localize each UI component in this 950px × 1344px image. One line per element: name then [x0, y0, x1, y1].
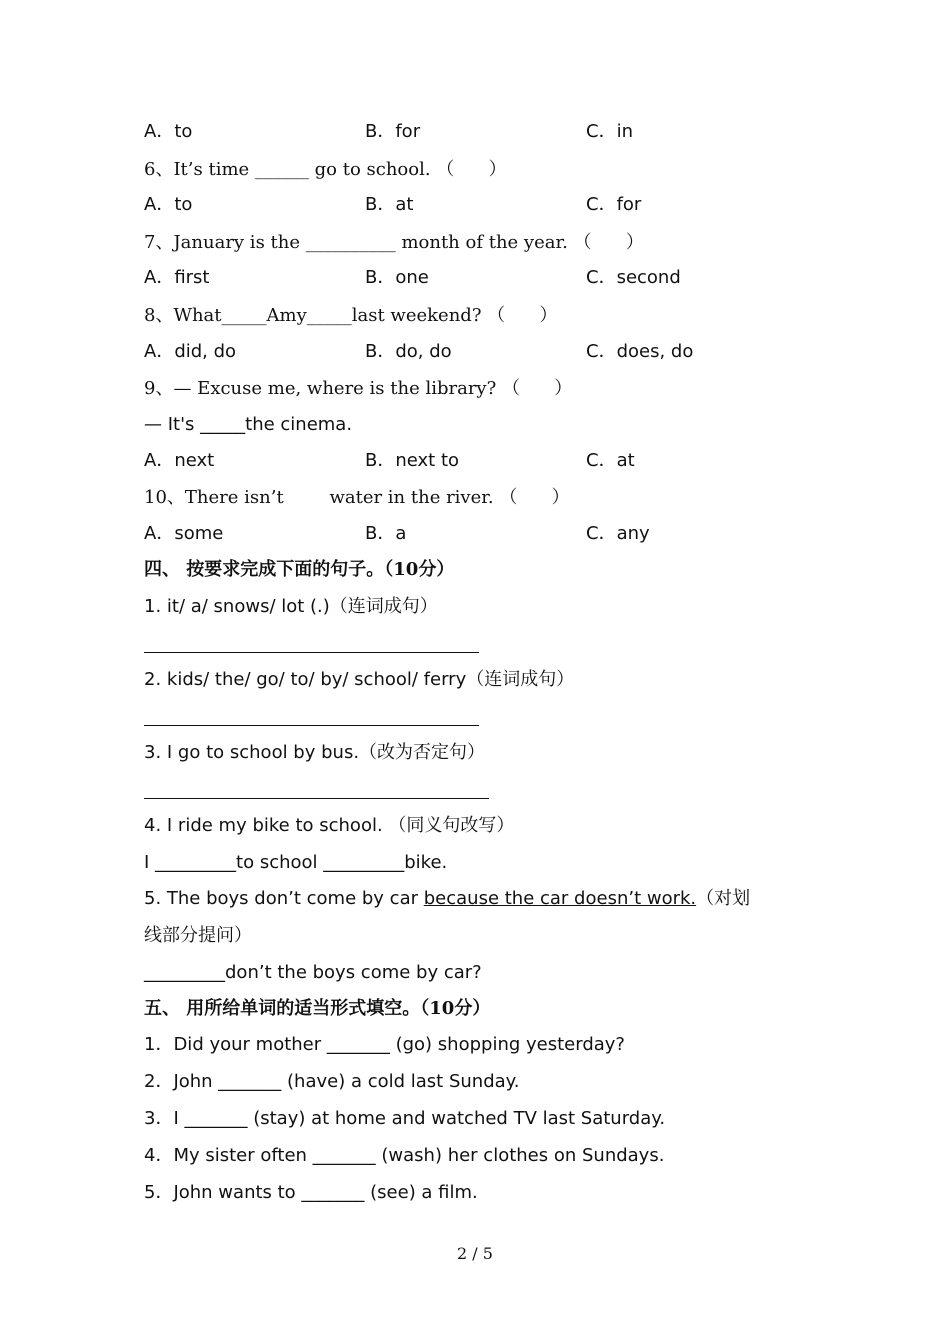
q10-option-b: B．a — [365, 523, 407, 544]
question-6: 6、It’s time ______ go to school. （ ） — [144, 159, 507, 180]
s5-item-5: 5．John wants to _______ (see) a film. — [144, 1182, 478, 1203]
q9-option-c: C．at — [586, 450, 635, 471]
q8-option-a: A．did, do — [144, 341, 237, 362]
q7-option-a: A．first — [144, 267, 210, 288]
section-4-heading: 四、 按要求完成下面的句子。（10分） — [144, 559, 455, 580]
s4-item-2-answer-line — [144, 725, 479, 726]
s5-item-1: 1．Did your mother _______ (go) shopping yesterday? — [144, 1034, 625, 1055]
s5-item-3: 3．I _______ (stay) at home and watched TV last Saturday. — [144, 1108, 666, 1129]
q9-option-a: A．next — [144, 450, 215, 471]
s4-item-5-continued: 线部分提问） — [144, 925, 252, 946]
q5-option-b: B．for — [365, 121, 421, 142]
question-7: 7、January is the __________ month of the year. （ ） — [144, 232, 644, 253]
s4-item-3: 3. I go to school by bus.（改为否定句） — [144, 742, 486, 763]
s4-item-5-answer: _________don’t the boys come by car? — [144, 962, 482, 983]
s4-item-5 — [144, 888, 750, 910]
s4-item-4: 4. I ride my bike to school. （同义句改写） — [144, 815, 515, 836]
q6-option-c: C．for — [586, 194, 642, 215]
question-9-reply: — It's _____the cinema. — [144, 414, 353, 435]
s4-item-5-prefix: 5. The boys don’t come by car — [144, 888, 424, 909]
s4-item-3-answer-line — [144, 798, 489, 799]
s4-item-4-answer: I _________to school _________bike. — [144, 852, 448, 873]
s5-item-2: 2．John _______ (have) a cold last Sunday. — [144, 1071, 520, 1092]
s4-item-5-underlined: because the car doesn’t work. — [423, 888, 697, 909]
q8-option-c: C．does, do — [586, 341, 694, 362]
q5-option-c: C．in — [586, 121, 633, 142]
question-8: 8、What_____Amy_____last weekend? （ ） — [144, 305, 558, 326]
q5-option-a: A．to — [144, 121, 193, 142]
q9-option-b: B．next to — [365, 450, 460, 471]
s4-item-5-suffix: （对划 — [696, 888, 751, 909]
q10-option-a: A．some — [144, 523, 224, 544]
s4-item-2: 2. kids/ the/ go/ to/ by/ school/ ferry（连词成句） — [144, 669, 575, 690]
question-10: 10、There isn’t water in the river. （ ） — [144, 487, 570, 508]
q6-option-a: A．to — [144, 194, 193, 215]
q6-option-b: B．at — [365, 194, 414, 215]
section-5-heading: 五、 用所给单词的适当形式填空。（10分） — [144, 998, 491, 1019]
q7-option-c: C．second — [586, 267, 681, 288]
s4-item-1-answer-line — [144, 652, 479, 653]
page-number: 2 / 5 — [457, 1244, 493, 1263]
q8-option-b: B．do, do — [365, 341, 452, 362]
q7-option-b: B．one — [365, 267, 429, 288]
s4-item-1: 1. it/ a/ snows/ lot (.)（连词成句） — [144, 596, 438, 617]
question-9: 9、— Excuse me, where is the library? （ ） — [144, 378, 573, 399]
s5-item-4: 4．My sister often _______ (wash) her clothes on Sundays. — [144, 1145, 665, 1166]
q10-option-c: C．any — [586, 523, 650, 544]
